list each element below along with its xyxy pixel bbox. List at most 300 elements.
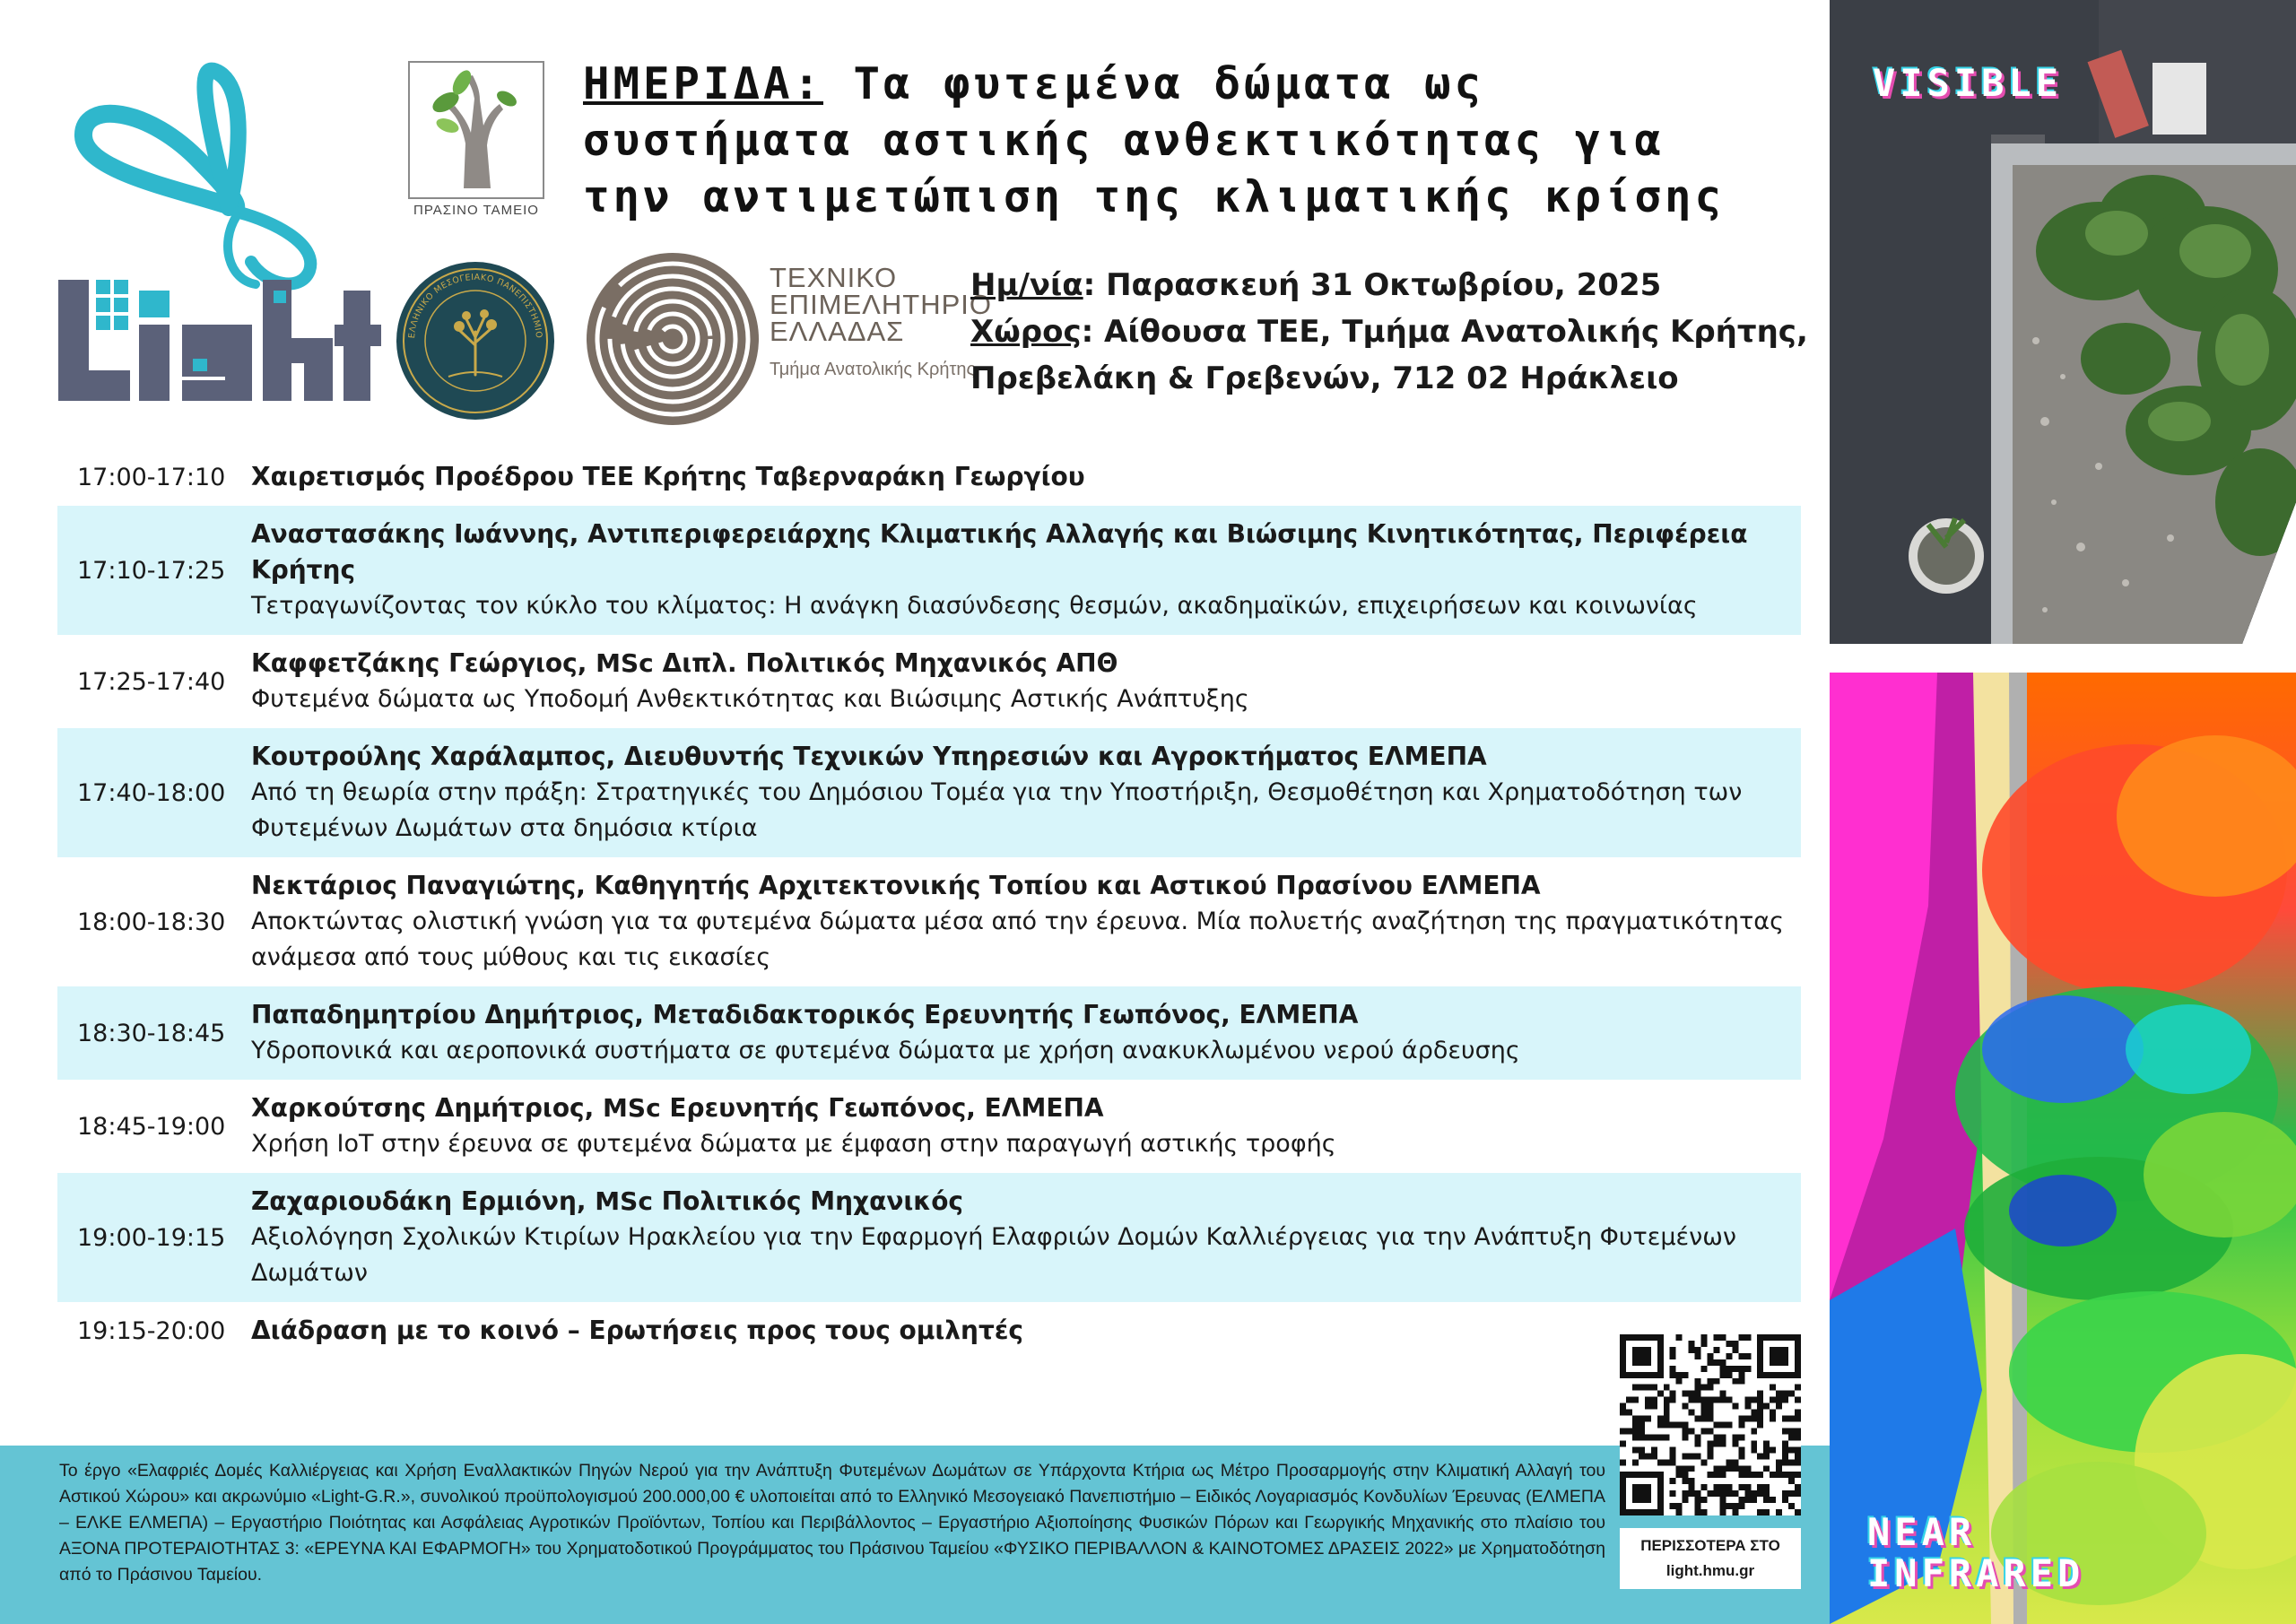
- qr-module: [1738, 1503, 1744, 1509]
- qr-module: [1757, 1397, 1763, 1403]
- qr-module: [1795, 1472, 1801, 1478]
- qr-module: [1670, 1353, 1676, 1359]
- qr-module: [1751, 1490, 1757, 1497]
- university-seal-logo: [395, 260, 556, 421]
- tee-labyrinth-logo: [585, 251, 761, 427]
- qr-module: [1620, 1428, 1626, 1434]
- venue-key: Χώρος: [970, 314, 1082, 350]
- qr-module: [1782, 1440, 1788, 1446]
- qr-module: [1788, 1503, 1795, 1509]
- qr-module: [1701, 1366, 1708, 1372]
- program-talk: Τετραγωνίζοντας τον κύκλο του κλίματος: Η ανάγκη διασύνδεσης θεσμών, ακαδημαϊκών, επιχειρήσεων και κοινωνίας: [251, 592, 1698, 620]
- qr-module: [1788, 1391, 1795, 1397]
- qr-module: [1701, 1484, 1708, 1490]
- qr-module: [1713, 1397, 1719, 1403]
- program-speaker: Παπαδημητρίου Δημήτριος, Μεταδιδακτορικός Ερευνητής Γεωπόνος, ΕΛΜΕΠΑ: [251, 1000, 1359, 1029]
- nir-label-line2: INFRARED: [1867, 1551, 2085, 1595]
- qr-module: [1782, 1497, 1788, 1503]
- qr-module: [1645, 1434, 1651, 1440]
- qr-module: [1645, 1397, 1651, 1403]
- qr-module: [1719, 1465, 1726, 1472]
- qr-module: [1701, 1385, 1708, 1391]
- qr-module: [1719, 1366, 1726, 1372]
- qr-module: [1683, 1465, 1689, 1472]
- qr-module: [1689, 1410, 1695, 1416]
- qr-module: [1726, 1490, 1732, 1497]
- qr-module: [1676, 1378, 1683, 1385]
- qr-module: [1776, 1465, 1782, 1472]
- qr-module: [1757, 1391, 1763, 1397]
- qr-module: [1626, 1428, 1632, 1434]
- program-table: [57, 448, 1801, 1359]
- qr-module: [1626, 1397, 1632, 1403]
- qr-module: [1738, 1484, 1744, 1490]
- qr-module: [1632, 1434, 1639, 1440]
- qr-module: [1795, 1385, 1801, 1391]
- qr-module: [1719, 1509, 1726, 1515]
- date-value: : Παρασκευή 31 Οκτωβρίου, 2025: [1083, 267, 1662, 303]
- qr-module: [1738, 1434, 1744, 1440]
- qr-module: [1651, 1397, 1657, 1403]
- green-fund-label: ΠΡΑΣΙΝΟ ΤΑΜΕΙΟ: [413, 203, 539, 218]
- qr-module: [1639, 1446, 1645, 1453]
- qr-module: [1695, 1434, 1701, 1440]
- qr-module: [1782, 1397, 1788, 1403]
- qr-module: [1770, 1472, 1776, 1478]
- qr-module: [1795, 1397, 1801, 1403]
- qr-module: [1645, 1453, 1651, 1459]
- qr-module: [1651, 1453, 1657, 1459]
- qr-module: [1795, 1484, 1801, 1490]
- qr-module: [1751, 1440, 1757, 1446]
- qr-module: [1744, 1416, 1751, 1422]
- qr-module: [1763, 1490, 1770, 1497]
- qr-module: [1670, 1446, 1676, 1453]
- qr-module: [1695, 1416, 1701, 1422]
- qr-module: [1664, 1434, 1670, 1440]
- qr-module: [1788, 1459, 1795, 1465]
- qr-module: [1657, 1459, 1664, 1465]
- qr-module: [1776, 1391, 1782, 1397]
- qr-module: [1732, 1490, 1738, 1497]
- qr-module: [1751, 1397, 1757, 1403]
- qr-module: [1738, 1472, 1744, 1478]
- qr-module: [1683, 1490, 1689, 1497]
- qr-module: [1676, 1509, 1683, 1515]
- qr-module: [1795, 1453, 1801, 1459]
- qr-module: [1738, 1366, 1744, 1372]
- qr-module: [1795, 1459, 1801, 1465]
- qr-module: [1782, 1391, 1788, 1397]
- program-time: 17:00-17:10: [77, 463, 226, 491]
- program-talk: Από τη θεωρία στην πράξη: Στρατηγικές του Δημόσιου Τομέα για την Υποστήριξη, Θεσμοθέτηση και Χρηματοδότηση των Φυτεμένων Δωμάτων στα δημόσια κτίρια: [251, 778, 1743, 842]
- qr-module: [1738, 1372, 1744, 1378]
- qr-module: [1689, 1465, 1695, 1472]
- qr-module: [1701, 1497, 1708, 1503]
- qr-module: [1726, 1503, 1732, 1509]
- qr-module: [1695, 1490, 1701, 1497]
- qr-module: [1744, 1397, 1751, 1403]
- qr-module: [1695, 1385, 1701, 1391]
- program-time: 18:00-18:30: [77, 908, 226, 936]
- program-speaker: Χαιρετισμός Προέδρου ΤΕΕ Κρήτης Ταβερναράκη Γεωργίου: [251, 462, 1085, 491]
- qr-module: [1701, 1403, 1708, 1410]
- program-time: 19:15-20:00: [77, 1316, 226, 1345]
- qr-module: [1670, 1459, 1676, 1465]
- qr-module: [1664, 1385, 1670, 1391]
- qr-module: [1763, 1403, 1770, 1410]
- qr-module: [1732, 1366, 1738, 1372]
- qr-module: [1670, 1503, 1676, 1509]
- qr-module: [1744, 1497, 1751, 1503]
- funding-statement: Το έργο «Ελαφριές Δομές Καλλιέργειας και Χρήση Εναλλακτικών Πηγών Νερού για την Ανάπτυξη Φυτεμένων Δωμάτων σε Υπάρχοντα Κτήρια ως Μέτρο Προσαρμογής στην Κλιματική Αλλαγή του Αστικού Χώρου» και ακρωνύμιο «Light-G.R.», συνολικού προϋπολογισμού 200.000,00 € υλοποιείται από το Ελληνικό Μεσογειακό Πανεπιστήμιο – Ειδικός Λογαριασμός Κονδυλίων Έρευνας (ΕΛΜΕΠΑ – ΕΛΚΕ ΕΛΜΕΠΑ) – Εργαστήριο Ποιότητας και Ασφάλειας Αγροτικών Προϊόντων, Τοπίου και Περιβάλλοντος – Εργαστήριο Αξιοποίησης Φυσικών Πόρων και Γεωργικής Μηχανικής στο πλαίσιο του ΑΞΟΝΑ ΠΡΟΤΕΡΑΙΟΤΗΤΑΣ 3: «ΕΡΕΥΝΑ ΚΑΙ ΕΦΑΡΜΟΓΗ» του Χρηματοδοτικού Προγράμματος του Πράσινου Ταμείου «ΦΥΣΙΚΟ ΠΕΡΙΒΑΛΛΟΝ & ΚΑΙΝΟΤΟΜΕΣ ΔΡΑΣΕΙΣ 2022» με Χρηματοδότηση από το Πράσινου Ταμείου.: [59, 1461, 1605, 1585]
- qr-module: [1719, 1440, 1726, 1446]
- title-line-1: Τα φυτεμένα δώματα ως: [853, 58, 1485, 109]
- title-line-3: την αντιμετώπιση της κλιματικής κρίσης: [583, 171, 1726, 222]
- qr-module: [1719, 1334, 1726, 1341]
- program-row: [57, 1302, 1801, 1359]
- program-speaker: Αναστασάκης Ιωάννης, Αντιπεριφερειάρχης Κλιματικής Αλλαγής και Βιώσιμης Κινητικότητας, Περιφέρεια Κρήτης: [251, 519, 1748, 585]
- qr-module: [1701, 1410, 1708, 1416]
- qr-module: [1689, 1490, 1695, 1497]
- qr-module: [1639, 1385, 1645, 1391]
- qr-module: [1757, 1453, 1763, 1459]
- event-type-label: ΗΜΕΡΙΔΑ:: [583, 58, 824, 109]
- venue-value: : Αίθουσα ΤΕΕ, Τμήμα Ανατολικής Κρήτης,: [1081, 314, 1808, 350]
- event-title: [583, 56, 1821, 225]
- qr-module: [1757, 1410, 1763, 1416]
- qr-module: [1795, 1416, 1801, 1422]
- qr-module: [1651, 1446, 1657, 1453]
- program-talk: Χρήση IoT στην έρευνα σε φυτεμένα δώματα με έμφαση στην παραγωγή αστικής τροφής: [251, 1130, 1336, 1158]
- qr-module: [1763, 1446, 1770, 1453]
- qr-module: [1639, 1453, 1645, 1459]
- qr-module: [1719, 1503, 1726, 1509]
- qr-module: [1670, 1490, 1676, 1497]
- qr-module: [1788, 1446, 1795, 1453]
- qr-module: [1757, 1472, 1763, 1478]
- qr-module: [1664, 1459, 1670, 1465]
- qr-module: [1732, 1347, 1738, 1353]
- qr-module: [1782, 1446, 1788, 1453]
- qr-module: [1726, 1372, 1732, 1378]
- nir-label-line1: NEAR: [1867, 1510, 1977, 1554]
- qr-module: [1645, 1385, 1651, 1391]
- qr-module: [1782, 1459, 1788, 1465]
- qr-module: [1620, 1403, 1626, 1410]
- program-speaker: Ζαχαριουδάκη Ερμιόνη, MSc Πολιτικός Μηχανικός: [251, 1186, 964, 1216]
- light-logo: [49, 56, 390, 414]
- qr-module: [1763, 1453, 1770, 1459]
- qr-module: [1695, 1397, 1701, 1403]
- qr-module: [1708, 1359, 1714, 1366]
- qr-module: [1695, 1440, 1701, 1446]
- qr-module: [1695, 1453, 1701, 1459]
- program-talk: Φυτεμένα δώματα ως Υποδομή Ανθεκτικότητας και Βιώσιμης Αστικής Ανάπτυξης: [251, 685, 1249, 713]
- qr-module: [1713, 1422, 1719, 1429]
- tee-line1: ΤΕΧΝΙΚΟ: [770, 262, 898, 293]
- qr-module: [1770, 1446, 1776, 1453]
- qr-module: [1732, 1440, 1738, 1446]
- qr-module: [1776, 1472, 1782, 1478]
- qr-module: [1726, 1353, 1732, 1359]
- qr-module: [1651, 1403, 1657, 1410]
- program-talk: Υδροπονικά και αεροπονικά συστήματα σε φυτεμένα δώματα με χρήση ανακυκλωμένου νερού άρδευσης: [251, 1037, 1520, 1064]
- program-time: 17:40-18:00: [77, 778, 226, 807]
- qr-module: [1757, 1490, 1763, 1497]
- qr-module: [1683, 1472, 1689, 1478]
- qr-module: [1639, 1428, 1645, 1434]
- qr-module: [1744, 1472, 1751, 1478]
- qr-module: [1701, 1428, 1708, 1434]
- qr-module: [1770, 1397, 1776, 1403]
- qr-module: [1639, 1416, 1645, 1422]
- qr-module: [1726, 1484, 1732, 1490]
- qr-module: [1744, 1334, 1751, 1341]
- qr-module: [1708, 1403, 1714, 1410]
- qr-module: [1664, 1410, 1670, 1416]
- qr-module: [1683, 1453, 1689, 1459]
- qr-module: [1732, 1341, 1738, 1347]
- qr-module: [1708, 1490, 1714, 1497]
- qr-module: [1701, 1397, 1708, 1403]
- qr-module: [1776, 1397, 1782, 1403]
- qr-module: [1695, 1347, 1701, 1353]
- qr-module: [1683, 1403, 1689, 1410]
- program-time: 18:30-18:45: [77, 1019, 226, 1047]
- qr-module: [1708, 1378, 1714, 1385]
- tree-icon: [410, 63, 543, 197]
- qr-code[interactable]: [1620, 1334, 1801, 1515]
- qr-module: [1632, 1416, 1639, 1422]
- qr-module: [1738, 1378, 1744, 1385]
- qr-module: [1795, 1434, 1801, 1440]
- qr-module: [1763, 1440, 1770, 1446]
- qr-module: [1738, 1422, 1744, 1429]
- qr-module: [1713, 1472, 1719, 1478]
- qr-module: [1719, 1359, 1726, 1366]
- qr-module: [1689, 1478, 1695, 1484]
- qr-module: [1664, 1397, 1670, 1403]
- qr-module: [1763, 1465, 1770, 1472]
- qr-module: [1713, 1484, 1719, 1490]
- qr-module: [1782, 1453, 1788, 1459]
- qr-module: [1726, 1397, 1732, 1403]
- program-row: [57, 728, 1801, 857]
- qr-module: [1670, 1366, 1676, 1372]
- qr-module: [1776, 1403, 1782, 1410]
- qr-module: [1795, 1410, 1801, 1416]
- qr-finder: [1632, 1347, 1651, 1366]
- qr-module: [1732, 1459, 1738, 1465]
- qr-module: [1719, 1391, 1726, 1397]
- program-row: [57, 448, 1801, 506]
- university-seal-text: ΕΛΛΗΝΙΚΟ ΜΕΣΟΓΕΙΑΚΟ ΠΑΝΕΠΙΣΤΗΜΙΟ: [406, 272, 544, 339]
- qr-module: [1795, 1490, 1801, 1497]
- qr-module: [1657, 1391, 1664, 1397]
- qr-link[interactable]: light.hmu.gr: [1665, 1562, 1755, 1579]
- qr-module: [1744, 1484, 1751, 1490]
- qr-module: [1788, 1416, 1795, 1422]
- qr-module: [1732, 1403, 1738, 1410]
- qr-module: [1776, 1459, 1782, 1465]
- program-speaker: Διάδραση με το κοινό – Ερωτήσεις προς τους ομιλητές: [251, 1316, 1023, 1345]
- qr-module: [1708, 1428, 1714, 1434]
- qr-module: [1795, 1428, 1801, 1434]
- tee-name: [770, 262, 992, 399]
- qr-module: [1664, 1422, 1670, 1429]
- qr-module: [1713, 1359, 1719, 1366]
- qr-module: [1744, 1465, 1751, 1472]
- green-fund-logo: [408, 61, 544, 222]
- qr-module: [1788, 1472, 1795, 1478]
- qr-module: [1676, 1334, 1683, 1341]
- qr-module: [1732, 1378, 1738, 1385]
- tee-line2: ΕΠΙΜΕΛΗΤΗΡΙΟ: [770, 289, 992, 320]
- qr-module: [1738, 1465, 1744, 1472]
- qr-module: [1708, 1446, 1714, 1453]
- qr-module: [1713, 1490, 1719, 1497]
- qr-module: [1732, 1465, 1738, 1472]
- qr-module: [1632, 1428, 1639, 1434]
- qr-module: [1639, 1434, 1645, 1440]
- qr-module: [1744, 1366, 1751, 1372]
- qr-module: [1683, 1497, 1689, 1503]
- title-line-2: συστήματα αστικής ανθεκτικότητας για: [583, 115, 1665, 166]
- qr-module: [1701, 1334, 1708, 1341]
- program-time: 18:45-19:00: [77, 1112, 226, 1141]
- qr-module: [1751, 1410, 1757, 1416]
- qr-module: [1776, 1509, 1782, 1515]
- qr-module: [1639, 1422, 1645, 1429]
- qr-module: [1645, 1416, 1651, 1422]
- qr-module: [1738, 1453, 1744, 1459]
- qr-module: [1676, 1422, 1683, 1429]
- program-time: 17:25-17:40: [77, 667, 226, 696]
- qr-caption[interactable]: [1620, 1528, 1801, 1589]
- qr-module: [1744, 1403, 1751, 1410]
- qr-module: [1713, 1378, 1719, 1385]
- qr-module: [1770, 1497, 1776, 1503]
- qr-module: [1683, 1391, 1689, 1397]
- qr-module: [1670, 1347, 1676, 1353]
- qr-module: [1620, 1459, 1626, 1465]
- qr-module: [1676, 1372, 1683, 1378]
- qr-module: [1632, 1422, 1639, 1429]
- qr-module: [1788, 1490, 1795, 1497]
- date-key: Ημ/νία: [970, 267, 1083, 303]
- qr-module: [1719, 1490, 1726, 1497]
- venue-address: Πρεβελάκη & Γρεβενών, 712 02 Ηράκλειο: [970, 360, 1679, 396]
- program-time: 19:00-19:15: [77, 1223, 226, 1252]
- program-row: [57, 986, 1801, 1080]
- qr-module: [1676, 1465, 1683, 1472]
- qr-finder: [1632, 1484, 1651, 1503]
- qr-module: [1757, 1484, 1763, 1490]
- qr-module: [1657, 1422, 1664, 1429]
- qr-module: [1719, 1434, 1726, 1440]
- qr-module: [1763, 1484, 1770, 1490]
- qr-module: [1782, 1472, 1788, 1478]
- qr-module: [1795, 1509, 1801, 1515]
- qr-module: [1726, 1366, 1732, 1372]
- qr-module: [1632, 1446, 1639, 1453]
- qr-module: [1770, 1416, 1776, 1422]
- qr-module: [1782, 1416, 1788, 1422]
- tee-subtitle: Τμήμα Ανατολικής Κρήτης: [770, 360, 976, 379]
- qr-module: [1683, 1428, 1689, 1434]
- qr-module: [1713, 1465, 1719, 1472]
- qr-module: [1645, 1403, 1651, 1410]
- qr-module: [1719, 1472, 1726, 1478]
- qr-module: [1689, 1484, 1695, 1490]
- qr-caption-line1: ΠΕΡΙΣΣΟΤΕΡΑ ΣΤΟ: [1640, 1537, 1780, 1554]
- program-speaker: Καφφετζάκης Γεώργιος, MSc Διπλ. Πολιτικός Μηχανικός ΑΠΘ: [251, 648, 1118, 678]
- qr-module: [1689, 1428, 1695, 1434]
- near-infrared-panel: [1830, 673, 2296, 1624]
- qr-module: [1689, 1347, 1695, 1353]
- qr-module: [1632, 1397, 1639, 1403]
- qr-module: [1708, 1385, 1714, 1391]
- qr-module: [1651, 1434, 1657, 1440]
- qr-module: [1670, 1397, 1676, 1403]
- qr-module: [1708, 1410, 1714, 1416]
- qr-module: [1719, 1372, 1726, 1378]
- qr-module: [1795, 1446, 1801, 1453]
- qr-module: [1670, 1453, 1676, 1459]
- qr-module: [1763, 1509, 1770, 1515]
- qr-module: [1683, 1478, 1689, 1484]
- qr-module: [1738, 1446, 1744, 1453]
- qr-module: [1676, 1503, 1683, 1509]
- qr-module: [1719, 1397, 1726, 1403]
- qr-module: [1751, 1472, 1757, 1478]
- qr-module: [1713, 1440, 1719, 1446]
- qr-module: [1683, 1372, 1689, 1378]
- qr-module: [1664, 1403, 1670, 1410]
- qr-module: [1651, 1385, 1657, 1391]
- qr-module: [1770, 1410, 1776, 1416]
- qr-module: [1620, 1440, 1626, 1446]
- qr-module: [1695, 1509, 1701, 1515]
- qr-module: [1726, 1422, 1732, 1429]
- qr-module: [1751, 1428, 1757, 1434]
- qr-module: [1732, 1509, 1738, 1515]
- visible-label: VISIBLE: [1873, 61, 2064, 105]
- qr-module: [1726, 1465, 1732, 1472]
- qr-module: [1657, 1434, 1664, 1440]
- qr-module: [1676, 1472, 1683, 1478]
- qr-module: [1708, 1397, 1714, 1403]
- qr-module: [1732, 1434, 1738, 1440]
- near-infrared-label: [1867, 1512, 2084, 1594]
- qr-module: [1708, 1416, 1714, 1422]
- qr-finder: [1770, 1347, 1788, 1366]
- qr-module: [1689, 1453, 1695, 1459]
- qr-module: [1626, 1410, 1632, 1416]
- qr-module: [1788, 1434, 1795, 1440]
- qr-module: [1719, 1497, 1726, 1503]
- qr-module: [1719, 1484, 1726, 1490]
- qr-module: [1664, 1416, 1670, 1422]
- qr-module: [1757, 1403, 1763, 1410]
- program-row: [57, 506, 1801, 635]
- qr-module: [1708, 1353, 1714, 1359]
- qr-module: [1770, 1385, 1776, 1391]
- qr-module: [1782, 1428, 1788, 1434]
- qr-module: [1670, 1372, 1676, 1378]
- qr-module: [1708, 1472, 1714, 1478]
